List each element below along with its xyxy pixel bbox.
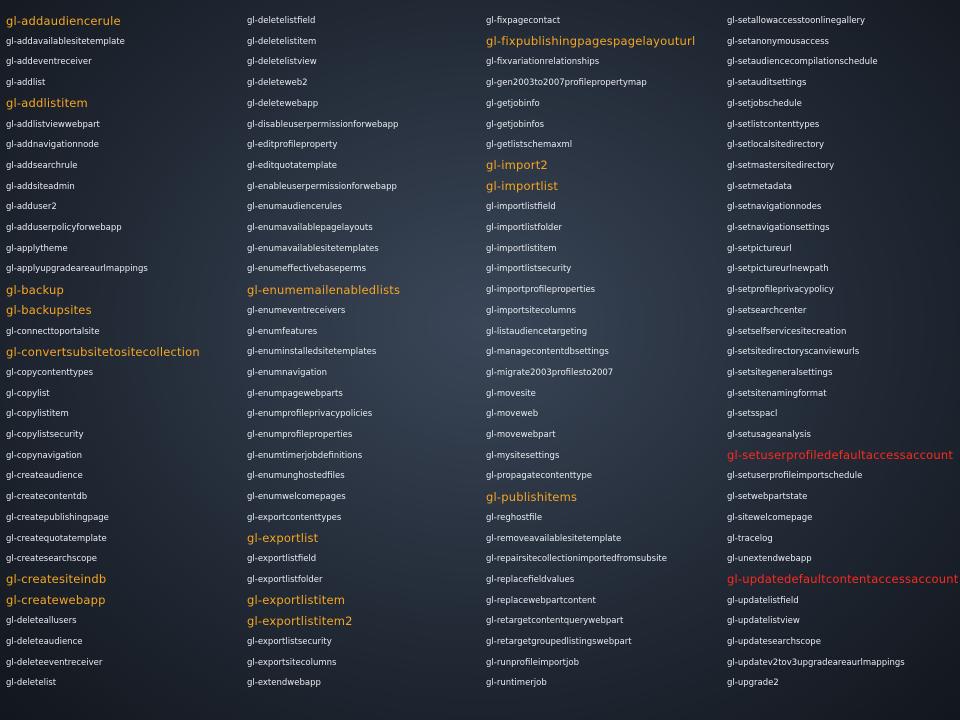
command-item: gl-listaudiencetargeting (486, 326, 588, 337)
command-item: gl-enuminstalledsitetemplates (247, 347, 377, 358)
command-item: gl-exportlistitem2 (247, 613, 353, 628)
command-item: gl-enumaudiencerules (247, 202, 342, 213)
command-item: gl-importsitecolumns (486, 305, 576, 316)
command-item: gl-getlistschemaxml (486, 140, 573, 151)
command-item: gl-updatedefaultcontentaccessaccount (727, 572, 959, 587)
command-item: gl-setaudiencecompilationschedule (727, 57, 878, 68)
command-item: gl-createsearchscope (6, 554, 97, 565)
command-item: gl-fixpublishingpagespagelayouturl (486, 34, 696, 49)
command-item: gl-addaudiencerule (6, 13, 121, 28)
command-item: gl-setmetadata (727, 181, 793, 192)
command-item: gl-deleteaudience (6, 637, 83, 647)
command-item: gl-createsiteindb (6, 572, 107, 587)
command-item: gl-updatesearchscope (727, 637, 821, 647)
command-item: gl-upgrade2 (727, 678, 779, 689)
command-item: gl-enumprofileprivacypolicies (247, 409, 373, 420)
command-item: gl-retargetcontentquerywebpart (486, 616, 624, 627)
command-item: gl-exportcontenttypes (247, 512, 342, 523)
command-item: gl-createpublishingpage (6, 512, 109, 523)
command-item: gl-setprofileprivacypolicy (727, 285, 834, 296)
command-item: gl-copynavigation (6, 450, 82, 461)
command-item: gl-copylistitem (6, 409, 69, 420)
command-item: gl-propagatecontenttype (486, 471, 593, 482)
command-item: gl-enumfeatures (247, 326, 318, 337)
command-item: gl-setnavigationnodes (727, 202, 822, 213)
command-item: gl-setanonymousaccess (727, 36, 829, 47)
command-item: gl-getjobinfo (486, 98, 540, 109)
command-item: gl-deletewebapp (247, 98, 319, 109)
command-item: gl-editquotatemplate (247, 160, 338, 171)
command-item: gl-enumeventreceivers (247, 305, 346, 316)
command-item: gl-setselfservicesitecreation (727, 326, 847, 337)
command-item: gl-exportsitecolumns (247, 657, 337, 668)
command-item: gl-setsitedirectoryscanviewurls (727, 347, 860, 358)
command-item: gl-enumnavigation (247, 367, 327, 378)
command-item: gl-adduser2 (6, 202, 57, 213)
command-item: gl-setpictureurl (727, 243, 792, 254)
command-item: gl-backupsites (6, 303, 92, 318)
command-item: gl-deletelistitem (247, 36, 317, 47)
command-item: gl-importlistfolder (486, 223, 563, 233)
command-item: gl-managecontentdbsettings (486, 347, 609, 358)
command-item: gl-exportlistitem (247, 593, 346, 608)
command-item: gl-runprofileimportjob (486, 657, 579, 668)
command-item: gl-importlistfield (486, 202, 556, 213)
command-item: gl-deletelistview (247, 57, 317, 68)
command-item: gl-importlist (486, 179, 559, 194)
command-item: gl-import2 (486, 158, 548, 173)
command-item: gl-mysitesettings (486, 450, 560, 461)
command-item: gl-createaudience (6, 471, 83, 482)
command-item: gl-addsiteadmin (6, 181, 75, 192)
command-item: gl-exportlist (247, 531, 319, 545)
command-item: gl-importlistsecurity (486, 264, 572, 275)
command-item: gl-importprofileproperties (486, 285, 596, 296)
command-item: gl-enumtimerjobdefinitions (247, 450, 363, 461)
command-item: gl-importlistitem (486, 243, 557, 254)
command-item: gl-enumeffectivebaseperms (247, 264, 366, 275)
command-item: gl-setpictureurlnewpath (727, 264, 829, 275)
command-item: gl-addsearchrule (6, 160, 78, 171)
command-item: gl-deletelistfield (247, 16, 316, 26)
command-item: gl-enumpagewebparts (247, 388, 343, 399)
command-item: gl-applytheme (6, 243, 68, 254)
command-item: gl-addlistviewwebpart (6, 119, 100, 130)
command-item: gl-setnavigationsettings (727, 223, 830, 233)
command-item: gl-enumunghostedfiles (247, 471, 345, 482)
command-item: gl-removeavailablesitetemplate (486, 533, 622, 544)
command-item: gl-setauditsettings (727, 78, 807, 89)
command-item: gl-retargetgroupedlistingswebpart (486, 637, 632, 647)
command-item: gl-setuserprofileimportschedule (727, 471, 863, 482)
command-item: gl-copycontenttypes (6, 367, 94, 378)
command-item: gl-setsspacl (727, 409, 778, 420)
command-item: gl-publishitems (486, 489, 578, 504)
command-item: gl-replacewebpartcontent (486, 595, 596, 606)
command-item: gl-addnavigationnode (6, 140, 99, 151)
command-item: gl-fixvariationrelationships (486, 57, 600, 68)
command-item: gl-setlocalsitedirectory (727, 140, 824, 151)
command-item: gl-exportlistsecurity (247, 637, 332, 647)
command-item: gl-deleteallusers (6, 616, 77, 627)
command-item: gl-setsitegeneralsettings (727, 367, 833, 378)
command-item: gl-enumprofileproperties (247, 430, 353, 440)
command-item: gl-setlistcontenttypes (727, 119, 820, 130)
command-item: gl-movesite (486, 388, 536, 399)
command-item: gl-exportlistfolder (247, 574, 323, 585)
command-item: gl-enumemailenabledlists (247, 282, 401, 297)
command-item: gl-setsitenamingformat (727, 388, 827, 399)
command-item: gl-setjobschedule (727, 98, 802, 109)
command-item: gl-enableuserpermissionforwebapp (247, 181, 397, 192)
command-item: gl-setwebpartstate (727, 492, 808, 503)
command-item: gl-copylistsecurity (6, 430, 84, 440)
command-item: gl-setuserprofiledefaultaccessaccount (727, 448, 954, 463)
command-item: gl-repairsitecollectionimportedfromsubsite (486, 554, 667, 565)
command-item: gl-reghostfile (486, 512, 543, 523)
command-item: gl-movewebpart (486, 430, 556, 440)
command-item: gl-deleteeventreceiver (6, 657, 103, 668)
command-item: gl-unextendwebapp (727, 554, 812, 565)
command-item: gl-getjobinfos (486, 119, 545, 130)
command-item: gl-disableuserpermissionforwebapp (247, 119, 399, 130)
command-item: gl-gen2003to2007profilepropertymap (486, 78, 647, 89)
command-item: gl-createcontentdb (6, 492, 88, 503)
command-item: gl-setallowaccesstoonlinegallery (727, 16, 866, 26)
command-item: gl-extendwebapp (247, 678, 321, 689)
command-item: gl-runtimerjob (486, 678, 547, 689)
command-item: gl-addlistitem (6, 96, 88, 111)
command-item: gl-moveweb (486, 409, 539, 420)
command-item: gl-convertsubsitetositecollection (6, 344, 200, 359)
command-item: gl-setusageanalysis (727, 430, 811, 440)
command-item: gl-sitewelcomepage (727, 512, 813, 523)
command-item: gl-backup (6, 282, 65, 297)
command-item: gl-enumwelcomepages (247, 492, 346, 503)
command-item: gl-deletelist (6, 678, 57, 689)
command-item: gl-copylist (6, 388, 50, 399)
command-item: gl-editprofileproperty (247, 140, 338, 151)
command-item: gl-updatelistfield (727, 595, 799, 606)
command-item: gl-applyupgradeareaurlmappings (6, 264, 148, 275)
command-item: gl-tracelog (727, 533, 773, 544)
command-item: gl-deleteweb2 (247, 78, 308, 89)
command-item: gl-enumavailablesitetemplates (247, 243, 379, 254)
command-item: gl-updatev2tov3upgradeareaurlmappings (727, 657, 905, 668)
command-item: gl-createquotatemplate (6, 533, 107, 544)
command-item: gl-fixpagecontact (486, 16, 561, 26)
command-item: gl-migrate2003profilesto2007 (486, 367, 614, 378)
command-item: gl-exportlistfield (247, 554, 317, 565)
command-item: gl-addavailablesitetemplate (6, 36, 125, 47)
command-item: gl-setsearchcenter (727, 305, 807, 316)
command-item: gl-createwebapp (6, 593, 106, 608)
command-item: gl-addeventreceiver (6, 57, 92, 68)
command-item: gl-adduserpolicyforwebapp (6, 223, 122, 233)
command-item: gl-replacefieldvalues (486, 574, 575, 585)
command-item: gl-addlist (6, 78, 46, 89)
command-item: gl-setmastersitedirectory (727, 160, 835, 171)
command-item: gl-connecttoportalsite (6, 326, 100, 337)
command-item: gl-updatelistview (727, 616, 800, 627)
command-item: gl-enumavailablepagelayouts (247, 223, 373, 233)
